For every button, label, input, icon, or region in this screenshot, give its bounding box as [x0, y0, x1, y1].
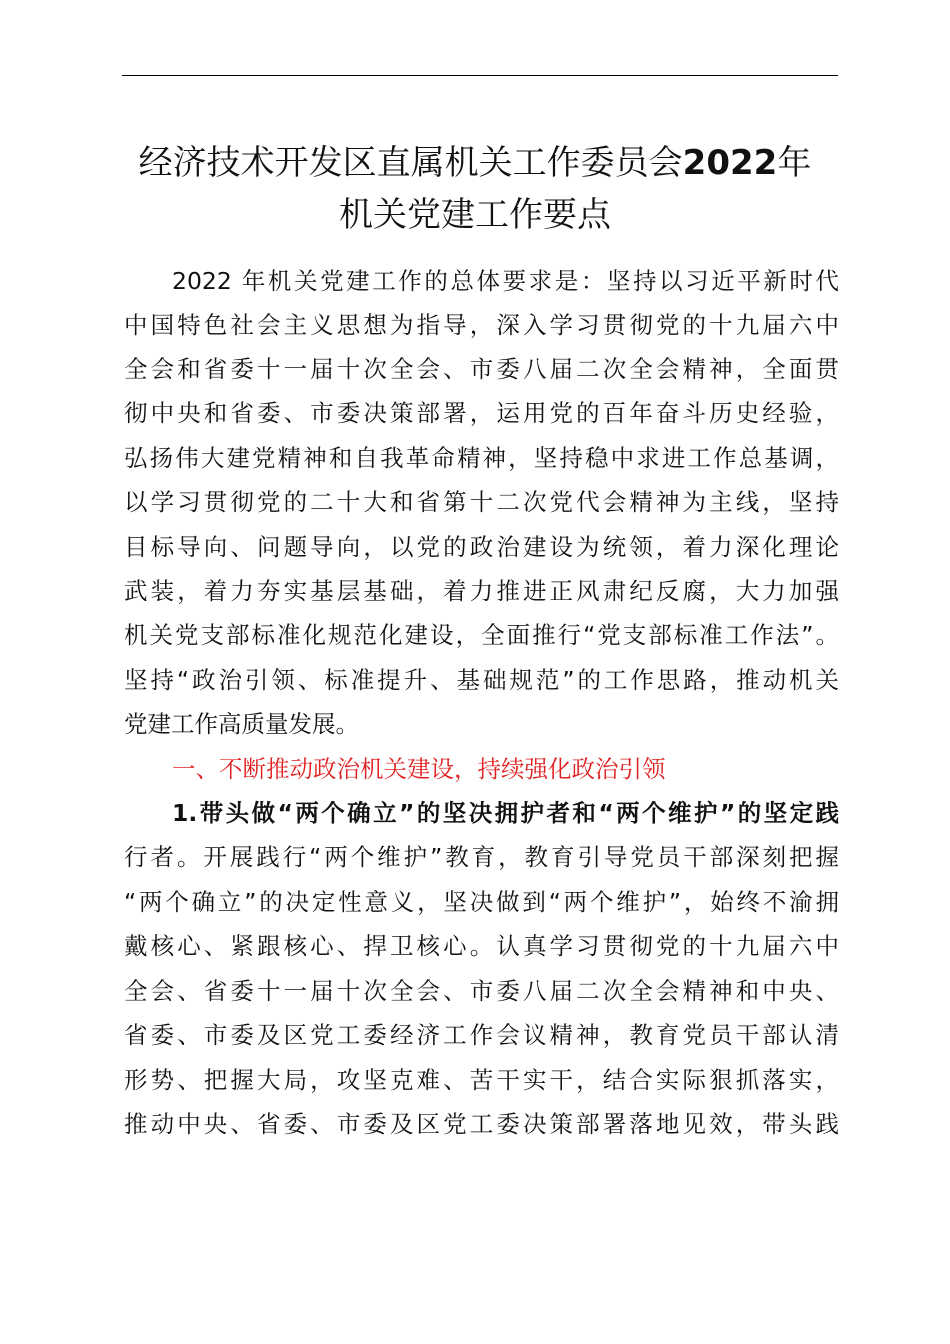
document-title-line-1	[0, 143, 950, 183]
document-title-line-2: 机关党建工作要点	[339, 195, 611, 235]
intro-line: 坚持“政治引领、标准提升、基础规范”的工作思路，推动机关	[124, 666, 839, 694]
intro-line: 彻中央和省委、市委决策部署，运用党的百年奋斗历史经验，	[124, 399, 839, 427]
header-rule	[122, 75, 838, 76]
item-1-line: “两个确立”的决定性意义，坚决做到“两个维护”，始终不渝拥	[124, 888, 839, 916]
item-1-line: 全会、省委十一届十次全会、市委八届二次全会精神和中央、	[124, 977, 839, 1005]
title-year: 2022	[682, 143, 778, 183]
title-suffix: 年	[777, 143, 812, 183]
item-1-line: 省委、市委及区党工委经济工作会议精神，教育党员干部认清	[124, 1021, 839, 1049]
item-1-line: 形势、把握大局，攻坚克难、苦干实干，结合实际狠抓落实，	[124, 1066, 839, 1094]
item-1-line: 推动中央、省委、市委及区党工委决策部署落地见效，带头践	[124, 1110, 839, 1138]
intro-line: 弘扬伟大建党精神和自我革命精神，坚持稳中求进工作总基调，	[124, 444, 839, 472]
item-1-lead: 1.带头做“两个确立”的坚决拥护者和“两个维护”的坚定践	[172, 799, 839, 827]
item-1-line: 行者。开展践行“两个维护”教育，教育引导党员干部深刻把握	[124, 843, 839, 871]
section-heading: 一、不断推动政治机关建设，持续强化政治引领	[172, 755, 666, 783]
intro-line: 党建工作高质量发展。	[124, 710, 359, 738]
intro-line: 武装，着力夯实基层基础，着力推进正风肃纪反腐，大力加强	[124, 577, 839, 605]
intro-line: 目标导向、问题导向，以党的政治建设为统领，着力深化理论	[124, 533, 839, 561]
intro-line: 全会和省委十一届十次全会、市委八届二次全会精神，全面贯	[124, 355, 839, 383]
intro-line: 2022 年机关党建工作的总体要求是：坚持以习近平新时代	[172, 267, 839, 295]
intro-line: 机关党支部标准化规范化建设，全面推行“党支部标准工作法”。	[124, 621, 839, 649]
item-1-line: 戴核心、紧跟核心、捍卫核心。认真学习贯彻党的十九届六中	[124, 932, 839, 960]
intro-line: 中国特色社会主义思想为指导，深入学习贯彻党的十九届六中	[124, 311, 839, 339]
intro-line: 以学习贯彻党的二十大和省第十二次党代会精神为主线，坚持	[124, 488, 839, 516]
title-prefix: 经济技术开发区直属机关工作委员会	[138, 143, 683, 183]
